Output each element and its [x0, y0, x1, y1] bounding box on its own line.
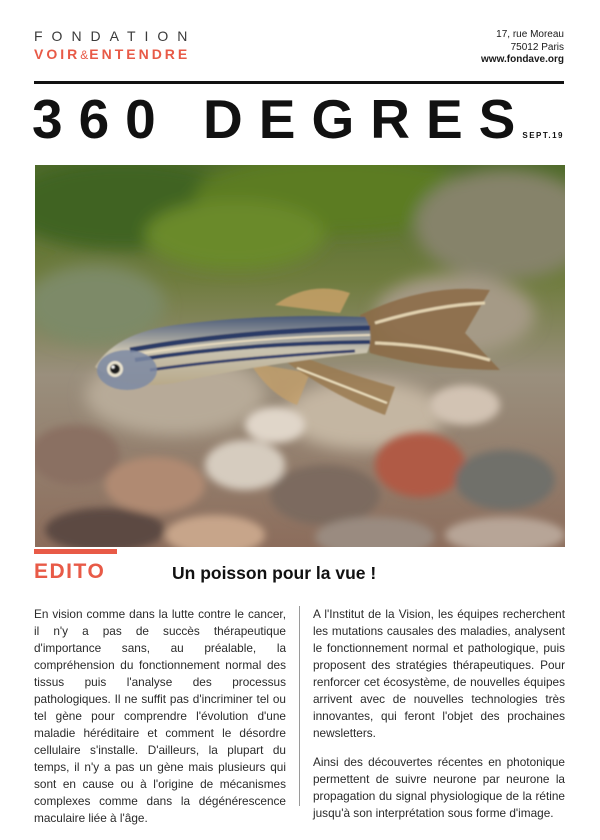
org-name-ampersand: &	[80, 48, 90, 62]
address-street: 17, rue Moreau	[496, 29, 564, 40]
article-headline: Un poisson pour la vue !	[172, 563, 377, 583]
edito-label: EDITO	[34, 560, 106, 583]
newsletter-title: 360 DEGRES	[32, 88, 532, 150]
address-city: 75012 Paris	[510, 41, 564, 53]
website-link[interactable]: www.fondave.org	[481, 54, 564, 65]
address-block	[481, 29, 564, 67]
org-name-line2	[34, 46, 190, 62]
edito-accent-bar	[34, 549, 117, 554]
article-column-right	[313, 606, 565, 834]
article-paragraph: En vision comme dans la lutte contre le cancer, il n'y a pas de succès thérapeutique d'importance sans, au préalable, la compréhension du fonctionnement normal des tissus puis l'analyse des processus pathologiques. Il ne suffit pas d'incriminer tel ou tel gène pour comprendre l'évolution d'une maladie héréditaire et comment le désordre cellulaire s'installe. D'ailleurs, la plupart du temps, il n'y a pas un gène mais plusieurs qui sont en cause ou à l'origine de mécanismes complexes comme dans la dégénérescence maculaire liée à l'âge.	[34, 607, 286, 825]
issue-date: SEPT.19	[522, 131, 564, 140]
org-name-entendre: ENTENDRE	[89, 46, 191, 62]
org-name-line1: FONDATION	[34, 28, 197, 44]
article-paragraph: A l'Institut de la Vision, les équipes recherchent les mutations causales des maladies, analysent le fonctionnement normal et pathologique, puis proposent des stratégies thérapeutiques. Pour renforcer cet écosystème, de nouvelles équipes arrivent avec de nouvelles technologies très innovantes, qui feront l'objet des prochaines newsletters.	[313, 607, 565, 740]
zebrafish-photo	[35, 165, 565, 547]
article-column-left	[34, 606, 286, 839]
header-rule	[34, 81, 564, 84]
column-divider	[299, 606, 300, 806]
org-name-voir: VOIR	[34, 46, 81, 62]
article-paragraph: Ainsi des découvertes récentes en photonique permettent de suivre neurone par neurone la propagation du signal physiologique de la rétine jusqu'à son interprétation sous forme d'image.	[313, 755, 565, 820]
